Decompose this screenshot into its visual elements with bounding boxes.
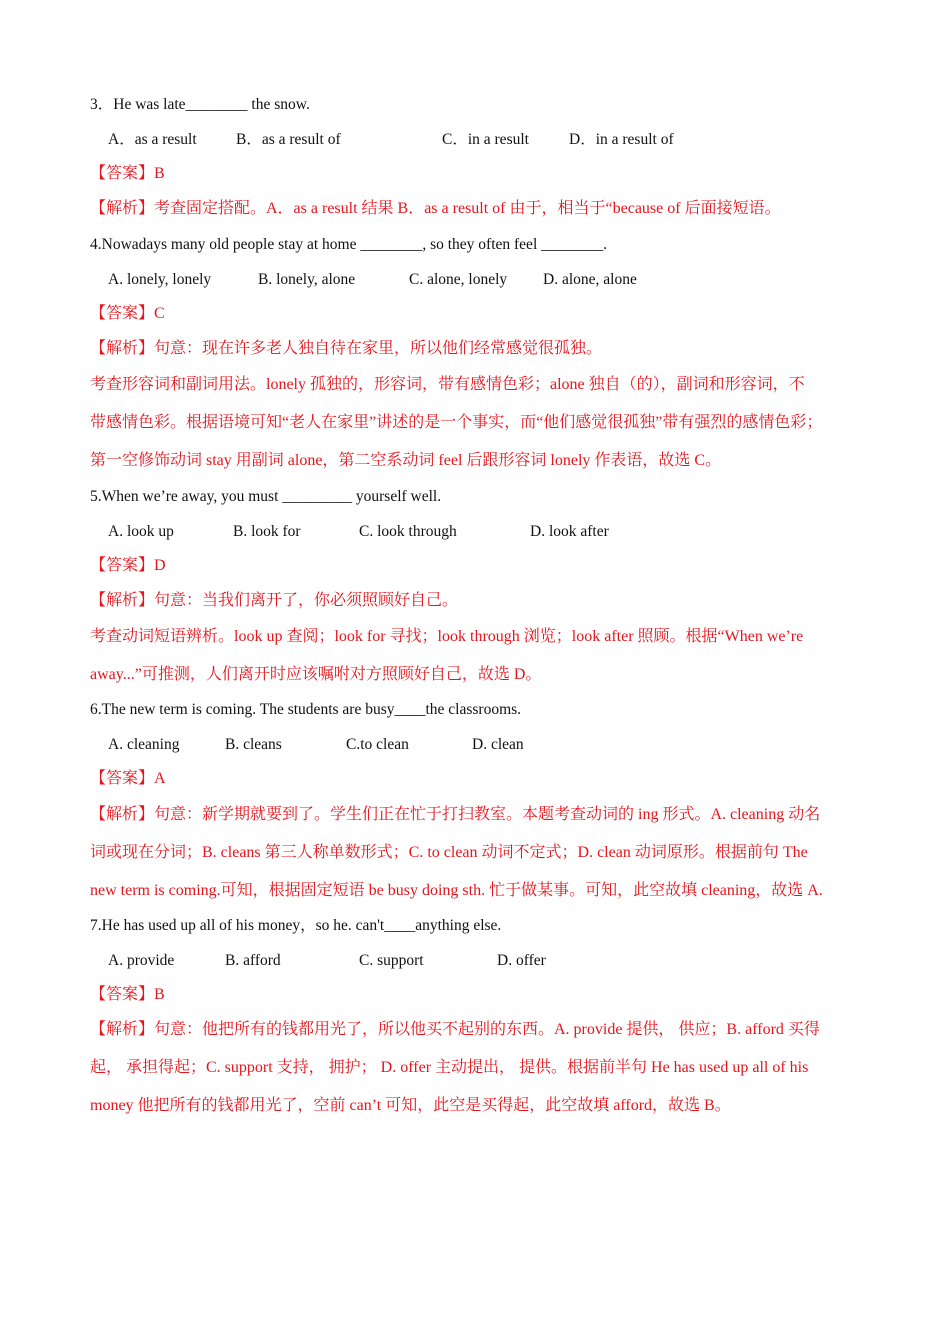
analysis-4-line-1: 【解析】句意：现在许多老人独自待在家里，所以他们经常感觉很孤独。 bbox=[90, 340, 603, 357]
analysis-4-line-2: 考查形容词和副词用法。lonely 孤独的，形容词，带有感情色彩；alone 独自（的），副词和形容词，不 bbox=[90, 376, 805, 393]
option-c: C. support bbox=[359, 952, 424, 969]
answer-4: 【答案】C bbox=[90, 305, 165, 322]
option-c: C. alone, lonely bbox=[409, 271, 508, 288]
option-d: D. clean bbox=[472, 736, 524, 753]
option-a: A. lonely, lonely bbox=[108, 271, 212, 288]
question-5: 5.When we’re away, you must _________ yourself well. bbox=[90, 488, 442, 505]
analysis-6-line-3: new term is coming.可知，根据固定短语 be busy doing sth. 忙于做某事。可知，此空故填 cleaning，故选 A. bbox=[90, 882, 823, 899]
options-6 bbox=[108, 735, 868, 755]
analysis-6-line-2: 词或现在分词；B. cleans 第三人称单数形式；C. to clean 动词不定式；D. clean 动词原形。根据前句 The bbox=[90, 844, 808, 861]
option-a: A. look up bbox=[108, 523, 174, 540]
option-a: A. cleaning bbox=[108, 736, 180, 753]
option-c: C.to clean bbox=[346, 736, 409, 753]
question-3: 3．He was late________ the snow. bbox=[90, 96, 310, 113]
options-5 bbox=[108, 522, 868, 542]
option-d: D. look after bbox=[530, 523, 609, 540]
option-c: C．in a result bbox=[442, 131, 529, 148]
options-7 bbox=[108, 951, 868, 971]
question-7: 7.He has used up all of his money，so he. can't____anything else. bbox=[90, 917, 502, 934]
option-b: B．as a result of bbox=[236, 131, 341, 148]
options-4 bbox=[108, 270, 868, 290]
analysis-4-line-3: 带感情色彩。根据语境可知“老人在家里”讲述的是一个事实，而“他们感觉很孤独”带有强烈的感情色彩； bbox=[90, 414, 823, 431]
question-6: 6.The new term is coming. The students are busy____the classrooms. bbox=[90, 701, 522, 718]
option-b: B. afford bbox=[225, 952, 281, 969]
analysis-5-line-1: 【解析】句意：当我们离开了，你必须照顾好自己。 bbox=[90, 592, 459, 609]
analysis-6-line-1: 【解析】句意：新学期就要到了。学生们正在忙于打扫教室。本题考查动词的 ing 形式。A. cleaning 动名 bbox=[90, 806, 821, 823]
analysis-7-line-3: money 他把所有的钱都用光了，空前 can’t 可知，此空是买得起，此空故填 afford，故选 B。 bbox=[90, 1097, 731, 1114]
option-a: A．as a result bbox=[108, 131, 197, 148]
analysis-5-line-3: away...”可推测，人们离开时应该嘱咐对方照顾好自己，故选 D。 bbox=[90, 666, 542, 683]
answer-6: 【答案】A bbox=[90, 770, 166, 787]
answer-3: 【答案】B bbox=[90, 165, 165, 182]
answer-7: 【答案】B bbox=[90, 986, 165, 1003]
option-b: B. lonely, alone bbox=[258, 271, 356, 288]
question-4: 4.Nowadays many old people stay at home ________, so they often feel ________. bbox=[90, 236, 607, 253]
analysis-5-line-2: 考查动词短语辨析。look up 查阅；look for 寻找；look through 浏览；look after 照顾。根据“When we’re bbox=[90, 628, 804, 645]
answer-5: 【答案】D bbox=[90, 557, 166, 574]
option-d: D. offer bbox=[497, 952, 546, 969]
analysis-3: 【解析】考查固定搭配。A．as a result 结果 B．as a result of 由于，相当于“because of 后面接短语。 bbox=[90, 200, 781, 217]
analysis-7-line-1: 【解析】句意：他把所有的钱都用光了，所以他买不起别的东西。A. provide 提供， 供应；B. afford 买得 bbox=[90, 1021, 820, 1038]
option-d: D. alone, alone bbox=[543, 271, 637, 288]
option-c: C. look through bbox=[359, 523, 457, 540]
options-3 bbox=[108, 130, 868, 150]
analysis-7-line-2: 起， 承担得起；C. support 支持， 拥护； D. offer 主动提出， 提供。根据前半句 He has used up all of his bbox=[90, 1059, 809, 1076]
option-a: A. provide bbox=[108, 952, 175, 969]
option-b: B. look for bbox=[233, 523, 301, 540]
option-d: D．in a result of bbox=[569, 131, 674, 148]
option-b: B. cleans bbox=[225, 736, 282, 753]
analysis-4-line-4: 第一空修饰动词 stay 用副词 alone，第二空系动词 feel 后跟形容词 lonely 作表语，故选 C。 bbox=[90, 452, 722, 469]
